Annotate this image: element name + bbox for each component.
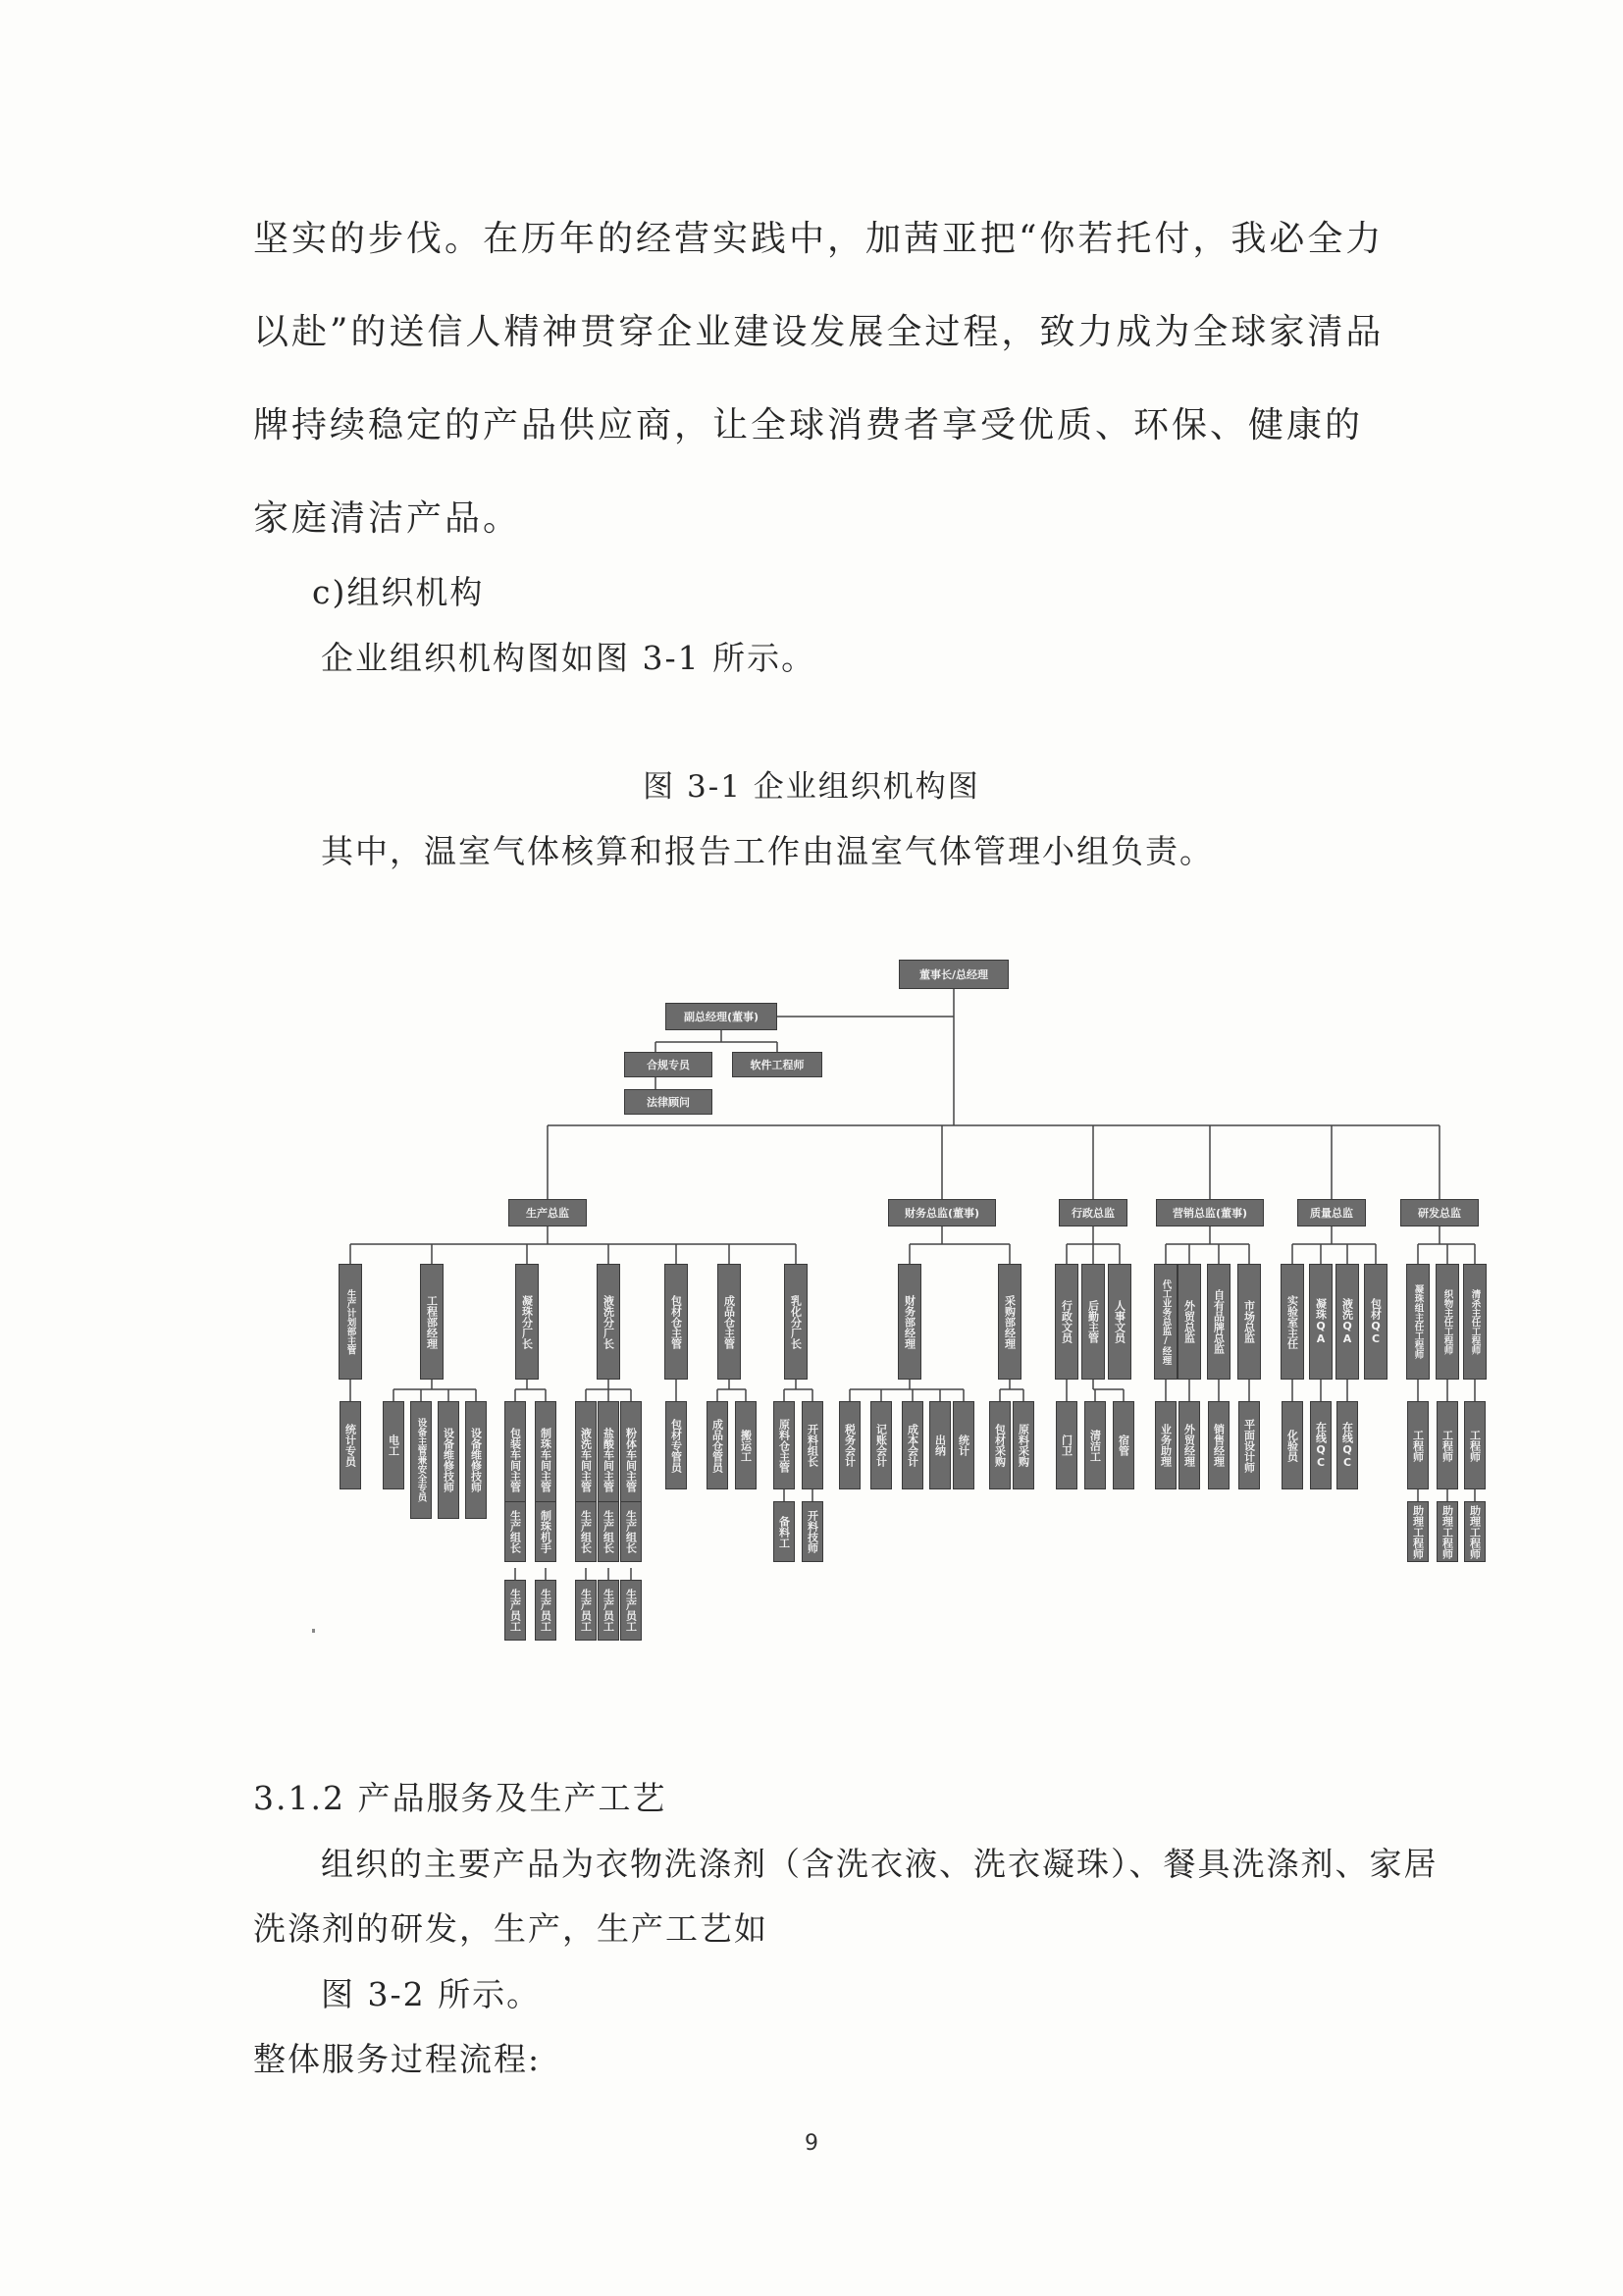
page-number: 9 <box>805 2131 818 2156</box>
org-node: 销售经理 <box>1208 1401 1230 1489</box>
org-node: 设备维修技师 <box>438 1401 459 1519</box>
org-node: 统计 <box>953 1401 974 1489</box>
products-line-1: 组织的主要产品为衣物洗涤剂（含洗衣液、洗衣凝珠）、餐具洗涤剂、家居 <box>321 1845 1439 1883</box>
org-node: 生产员工 <box>620 1580 642 1641</box>
org-node: 成品仓主管 <box>717 1264 741 1380</box>
org-node: 包材QC <box>1364 1264 1387 1380</box>
section-c-heading: c)组织机构 <box>312 573 485 611</box>
org-node: 自有品牌总监 <box>1207 1264 1230 1380</box>
org-node: 包材专管员 <box>665 1401 687 1489</box>
org-node: 原料采购 <box>1013 1401 1034 1489</box>
org-node: 工程部经理 <box>420 1264 444 1380</box>
section-312-heading: 3.1.2 产品服务及生产工艺 <box>253 1779 667 1817</box>
org-node: 宿管 <box>1113 1401 1134 1489</box>
org-node: 董事长/总经理 <box>899 960 1009 989</box>
org-node: 在线QC <box>1336 1401 1358 1489</box>
org-node: 助理工程师 <box>1464 1501 1486 1562</box>
org-node: 盐酸车间主管 <box>598 1401 619 1519</box>
org-node: 生产组长 <box>598 1501 619 1562</box>
org-node: 生产员工 <box>504 1580 526 1641</box>
org-node: 人事文员 <box>1108 1264 1131 1380</box>
org-node: 业务助理 <box>1155 1401 1177 1489</box>
org-node: 实验室主任 <box>1281 1264 1304 1380</box>
org-node: 生产组长 <box>620 1501 642 1562</box>
org-node: 生产员工 <box>535 1580 556 1641</box>
org-node: 包装车间主管 <box>504 1401 526 1519</box>
org-node: 财务总监(董事) <box>888 1199 996 1226</box>
org-node: 工程师 <box>1437 1401 1458 1489</box>
org-node: 包材仓主管 <box>664 1264 688 1380</box>
org-node: 生产总监 <box>508 1199 587 1226</box>
org-node: 清杀主任工程师 <box>1463 1264 1487 1380</box>
org-node: 行政总监 <box>1059 1199 1127 1226</box>
org-node: 设备维修技师 <box>465 1401 487 1519</box>
org-node: 后勤主管 <box>1081 1264 1105 1380</box>
org-node: 平面设计师 <box>1238 1401 1260 1489</box>
org-node: 行政文员 <box>1055 1264 1078 1380</box>
org-node: 凝珠分厂长 <box>515 1264 539 1380</box>
org-node: 统计专员 <box>340 1401 361 1489</box>
org-node: 包材采购 <box>989 1401 1011 1489</box>
org-node: 制珠机手 <box>535 1501 556 1562</box>
org-node: 工程师 <box>1464 1401 1486 1489</box>
org-node: 液洗分厂长 <box>597 1264 620 1380</box>
org-node: 开料技师 <box>802 1501 823 1562</box>
org-node: 研发总监 <box>1400 1199 1479 1226</box>
org-node: 外贸总监 <box>1178 1264 1201 1380</box>
org-node: 生产员工 <box>575 1580 597 1641</box>
org-node: 清洁工 <box>1084 1401 1106 1489</box>
org-node: 门卫 <box>1056 1401 1077 1489</box>
org-node: 副总经理(董事) <box>665 1003 777 1030</box>
process-heading: 整体服务过程流程: <box>253 2040 542 2078</box>
org-node: 设备主管兼安全专员 <box>410 1401 432 1519</box>
org-node: 税务会计 <box>839 1401 861 1489</box>
org-node: 记账会计 <box>870 1401 892 1489</box>
org-node: 质量总监 <box>1297 1199 1366 1226</box>
org-node: 营销总监(董事) <box>1156 1199 1264 1226</box>
org-node: 原料仓主管 <box>773 1401 795 1489</box>
org-node: 搬运工 <box>735 1401 757 1489</box>
org-node: 法律顾问 <box>624 1089 712 1115</box>
org-node: 化验员 <box>1282 1401 1303 1489</box>
intro-paragraph: 坚实的步伐。在历年的经营实践中，加茜亚把“你若托付，我必全力以赴”的送信人精神贯穿企业建设发展全过程，致力成为全球家清品牌持续稳定的产品供应商，让全球消费者享受优质、环保、健康的家庭清洁产品。 <box>253 219 1385 539</box>
org-node: 制珠车间主管 <box>535 1401 556 1519</box>
org-node: 工程师 <box>1407 1401 1429 1489</box>
org-node: 粉体车间主管 <box>620 1401 642 1519</box>
org-node: 在线QC <box>1310 1401 1332 1489</box>
org-node: 财务部经理 <box>898 1264 921 1380</box>
org-node: 织物主任工程师 <box>1436 1264 1459 1380</box>
org-node: 开料组长 <box>802 1401 823 1489</box>
figure-caption: 图 3-1 企业组织机构图 <box>643 769 980 805</box>
org-node: 生产组长 <box>575 1501 597 1562</box>
org-node: 出纳 <box>929 1401 951 1489</box>
org-node: 成本会计 <box>902 1401 923 1489</box>
products-line-2: 洗涤剂的研发，生产，生产工艺如 <box>253 1909 768 1948</box>
org-node: 代工业务总监/经理 <box>1154 1264 1178 1380</box>
org-node: 市场总监 <box>1237 1264 1261 1380</box>
org-node: 助理工程师 <box>1437 1501 1458 1562</box>
org-node: 生产计划部主管 <box>339 1264 362 1380</box>
org-node: 凝珠组主任工程师 <box>1406 1264 1430 1380</box>
ghg-note-line: 其中，温室气体核算和报告工作由温室气体管理小组负责。 <box>321 832 1214 870</box>
org-node: 液洗车间主管 <box>575 1401 597 1519</box>
org-node: 合规专员 <box>624 1052 712 1077</box>
org-node: 外贸经理 <box>1178 1401 1200 1489</box>
org-node: 乳化分厂长 <box>784 1264 808 1380</box>
org-node: 凝珠QA <box>1309 1264 1333 1380</box>
org-node: 生产员工 <box>598 1580 619 1641</box>
org-node: 软件工程师 <box>732 1052 822 1077</box>
org-node: 成品仓管员 <box>707 1401 728 1489</box>
org-node: 液洗QA <box>1335 1264 1359 1380</box>
org-node: 采购部经理 <box>998 1264 1021 1380</box>
org-node: 备料工 <box>773 1501 795 1562</box>
org-node: 电工 <box>383 1401 404 1489</box>
figure-ref-line: 图 3-2 所示。 <box>321 1975 542 2013</box>
stray-mark <box>312 1629 315 1633</box>
org-node: 助理工程师 <box>1407 1501 1429 1562</box>
org-node: 生产组长 <box>504 1501 526 1562</box>
org-intro-line: 企业组织机构图如图 3-1 所示。 <box>321 639 816 677</box>
